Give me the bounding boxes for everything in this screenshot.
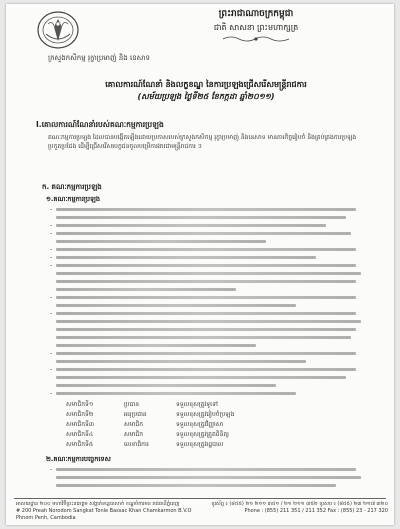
- national-motto: ជាតិ សាសនា ព្រះមហាក្សត្រ: [213, 23, 299, 32]
- member-role: សមាជិកទី៤: [66, 431, 94, 438]
- ministry-name: ក្រសួងកសិកម្ម រុក្ខាប្រមាញ់ និង នេសាទ: [48, 54, 150, 62]
- member-duty: ទទួលខុសត្រូវរៀបចំប្រឡង: [176, 411, 235, 418]
- bullet-icon: -: [50, 466, 53, 473]
- member-title: ប្រធាន: [124, 401, 140, 408]
- text-line: [56, 256, 316, 259]
- bullet-icon: -: [50, 294, 53, 301]
- bullet-icon: -: [50, 366, 53, 373]
- document-title-line1: គោលការណ៍ណែនាំ និងលក្ខខណ្ឌ នៃការប្រឡងជ្រើសរើសមន្ត្រីរាជការ: [105, 80, 307, 89]
- member-duty: ទទួលខុសត្រូវទូទៅ: [176, 401, 218, 408]
- document-page: [6, 4, 394, 525]
- text-line: [56, 312, 356, 315]
- text-line: [56, 484, 336, 487]
- member-title: សមាជិក: [124, 421, 144, 428]
- text-line: [56, 368, 356, 371]
- text-line: [56, 208, 356, 211]
- member-role: សមាជិកទី៣: [66, 421, 94, 428]
- text-line: [56, 336, 351, 339]
- member-role: សមាជិកទី៥: [66, 441, 94, 448]
- footer-divider: [14, 498, 386, 499]
- subsection-heading: ក. គណៈកម្មការប្រឡង: [42, 183, 102, 191]
- text-line: [56, 288, 236, 291]
- text-line: [56, 264, 356, 267]
- text-line: [56, 384, 276, 387]
- member-title: សមាជិក: [124, 431, 144, 438]
- document-title: [26, 79, 386, 103]
- bullet-icon: -: [50, 222, 53, 229]
- bullet-icon: -: [50, 246, 53, 253]
- footer-phone-kh: ទូរស័ព្ទ ៖ (៨៥៥) ២១ ២១១ ៣៥១ / ២១ ២១១ ៣៥២ ទូរសារ ៖ (៨៥៥) ២៣ ២១៧ ៣២០: [211, 501, 388, 507]
- member-duty: ទទួលខុសត្រូវត្រួតពិនិត្យ: [176, 431, 229, 438]
- text-line: [56, 352, 356, 355]
- text-line: [56, 320, 361, 323]
- intro-paragraph: គណៈកម្មការប្រឡង ដែលបានបង្កើតឡើងដោយប្រកាសរបស់ក្រសួងកសិកម្ម រុក្ខាប្រមាញ់ និងនេសាទ មានភារកិច្ចរៀបចំ និងគ្រប់គ្រងការប្រឡងប្រកួតប្រជែង ដើម្បីជ្រើសរើសបេក្ខជនចូលបម្រើការងារជាមន្ត្រីរាជការ ៗ: [48, 134, 357, 150]
- bullet-icon: -: [50, 390, 53, 397]
- member-role: សមាជិកទី២: [66, 411, 94, 418]
- ornament-divider-icon: [221, 35, 291, 43]
- bullet-icon: -: [50, 230, 53, 237]
- member-duty: ទទួលខុសត្រូវរដ្ឋបាល: [176, 441, 224, 448]
- text-line: [56, 224, 326, 227]
- item-heading: ២.គណៈកម្មការបច្ចេកទេស: [46, 455, 111, 463]
- footer-address-kh: អាសយដ្ឋាន ២០០ មហាវិថីព្រះនរោត្តម សង្កាត់ទន្លេបាសាក់ ខណ្ឌចំការមន រាជធានីភ្នំពេញ: [16, 501, 180, 507]
- text-line: [56, 304, 296, 307]
- text-line: [56, 360, 306, 363]
- bullet-icon: -: [50, 350, 53, 357]
- text-line: [56, 476, 361, 479]
- text-line: [56, 468, 356, 471]
- text-line: [56, 232, 351, 235]
- bullet-icon: -: [50, 262, 53, 269]
- bullet-icon: -: [50, 310, 53, 317]
- ministry-emblem-icon: [36, 10, 80, 50]
- text-line: [56, 272, 361, 275]
- text-line: [56, 248, 356, 251]
- footer-phone-en: Phone : (855) 211 351 / 211 352 Fax : (855) 23 - 217 320: [244, 508, 388, 514]
- text-line: [56, 392, 296, 395]
- text-line: [56, 344, 256, 347]
- text-line: [56, 280, 356, 283]
- footer-address: [16, 501, 196, 522]
- footer-contact: [206, 501, 388, 515]
- bullet-icon: -: [50, 254, 53, 261]
- member-title: អនុប្រធាន: [124, 411, 147, 418]
- member-title: លេខាធិការ: [124, 441, 149, 448]
- footer-address-en: # 200 Preah Norodom Sangkat Tonle Bassac Khan Chamkarmon B.V.O Phnom Penh, Cambodia: [16, 508, 192, 521]
- text-line: [56, 328, 356, 331]
- document-title-line2: (សម័យប្រឡង ថ្ងៃទី២៥ ខែកក្កដា ឆ្នាំ២០១១): [137, 92, 275, 101]
- section-heading: I.គោលការណ៍ណែនាំរបស់គណៈកម្មការប្រឡង: [36, 120, 164, 129]
- item-heading: ១.គណៈកម្មការប្រឡង: [46, 195, 100, 203]
- bullet-icon: -: [50, 206, 53, 213]
- text-line: [56, 296, 356, 299]
- member-role: សមាជិកទី១: [66, 401, 94, 408]
- kingdom-heading: ព្រះរាជាណាចក្រកម្ពុជា: [218, 9, 294, 19]
- text-line: [56, 240, 266, 243]
- text-line: [56, 216, 346, 219]
- text-line: [56, 376, 346, 379]
- member-duty: ទទួលខុសត្រូវវិញ្ញាសា: [176, 421, 224, 428]
